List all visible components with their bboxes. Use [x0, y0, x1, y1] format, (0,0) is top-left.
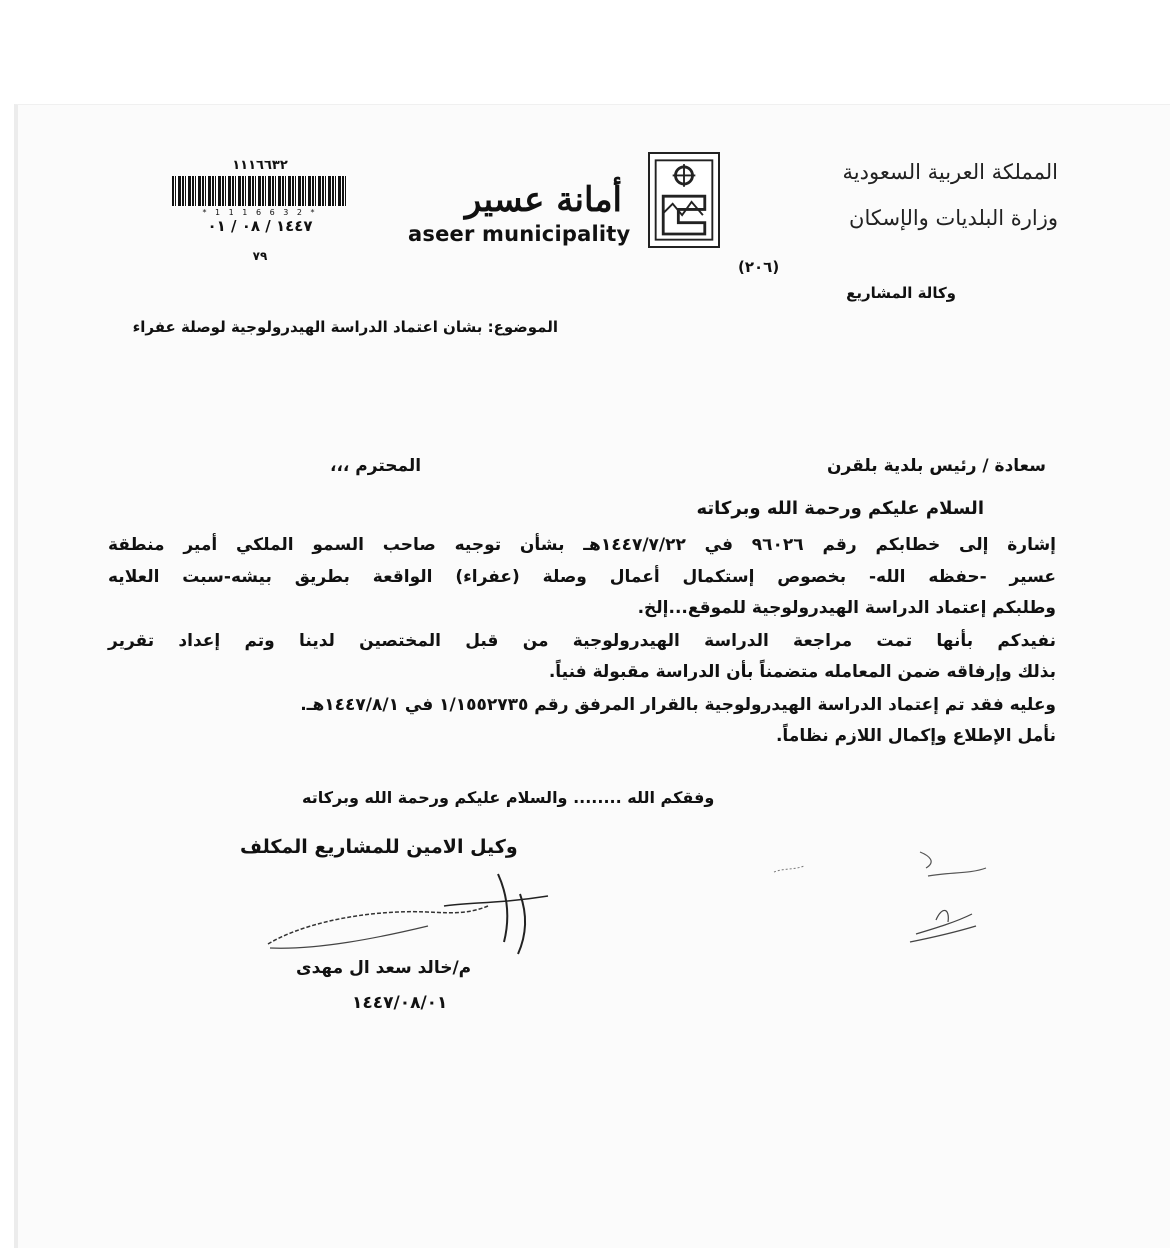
- body-line: نفيدكم بأنها تمت مراجعة الدراسة الهيدرولوجية من قبل المختصين لدينا وتم إعداد تقرير: [108, 630, 1056, 651]
- barcode-number: * 1 1 1 6 6 3 2 *: [202, 208, 318, 217]
- aseer-municipality-logo: [402, 152, 722, 252]
- body-line: نأمل الإطلاع وإكمال اللازم نظاماً.: [775, 726, 1056, 746]
- stamp-date: ١٤٤٧ / ٠٨ / ٠١: [207, 217, 313, 235]
- letter-subject: الموضوع: بشان اعتماد الدراسة الهيدرولوجية لوصلة عفراء: [132, 318, 558, 336]
- greeting: السلام عليكم ورحمة الله وبركاته: [696, 498, 984, 519]
- body-line: وعليه فقد تم إعتماد الدراسة الهيدرولوجية بالقرار المرفق رقم ١/١٥٥٢٧٣٥ في ١٤٤٧/٨/١هـ.: [300, 694, 1056, 715]
- reference-number: (٢٠٦): [738, 258, 780, 276]
- signer-name: م/خالد سعد ال مهدى: [296, 958, 472, 978]
- agency-name: وكالة المشاريع: [846, 284, 956, 302]
- letterhead-ministry: [843, 160, 1058, 230]
- incoming-stamp: [172, 158, 348, 263]
- closing-line: وفقكم الله ........ والسلام عليكم ورحمة الله وبركاته: [302, 788, 715, 807]
- municipality-emblem-icon: [648, 152, 720, 248]
- ministry-name: وزارة البلديات والإسكان: [849, 206, 1058, 230]
- signature-date: ١٤٤٧/٠٨/٠١: [352, 993, 448, 1013]
- body-line: إشارة إلى خطابكم رقم ٩٦٠٢٦ في ١٤٤٧/٧/٢٢هـ بشأن توجيه صاحب السمو الملكي أمير منطقة: [108, 535, 1056, 555]
- body-line: عسير -حفظه الله- بخصوص إستكمال أعمال وصلة (عفراء) الواقعة بطريق بيشه-سبت العلايه: [108, 566, 1056, 587]
- logo-english-text: aseer municipality: [408, 222, 631, 246]
- kingdom-name: المملكة العربية السعودية: [842, 160, 1058, 184]
- letter-body: [108, 530, 1056, 753]
- body-line: بذلك وإرفاقه ضمن المعامله متضمناً بأن الدراسة مقبولة فنياً.: [548, 662, 1056, 682]
- handwritten-initials-icon: [760, 842, 1000, 962]
- respected-salutation: المحترم ،،،: [330, 456, 422, 476]
- stamp-serial: ١١١٦٦٣٢: [232, 158, 288, 173]
- body-line: وطلبكم إعتماد الدراسة الهيدرولوجية للموقع...إلخ.: [637, 598, 1056, 618]
- stamp-page-number: ٧٩: [252, 249, 268, 263]
- signer-title: وكيل الامين للمشاريع المكلف: [240, 836, 518, 858]
- handwritten-signature-icon: [258, 866, 578, 962]
- logo-arabic-text: أمانة عسير: [464, 180, 622, 220]
- addressee: سعادة / رئيس بلدية بلقرن: [827, 456, 1046, 476]
- barcode-icon: [172, 176, 348, 206]
